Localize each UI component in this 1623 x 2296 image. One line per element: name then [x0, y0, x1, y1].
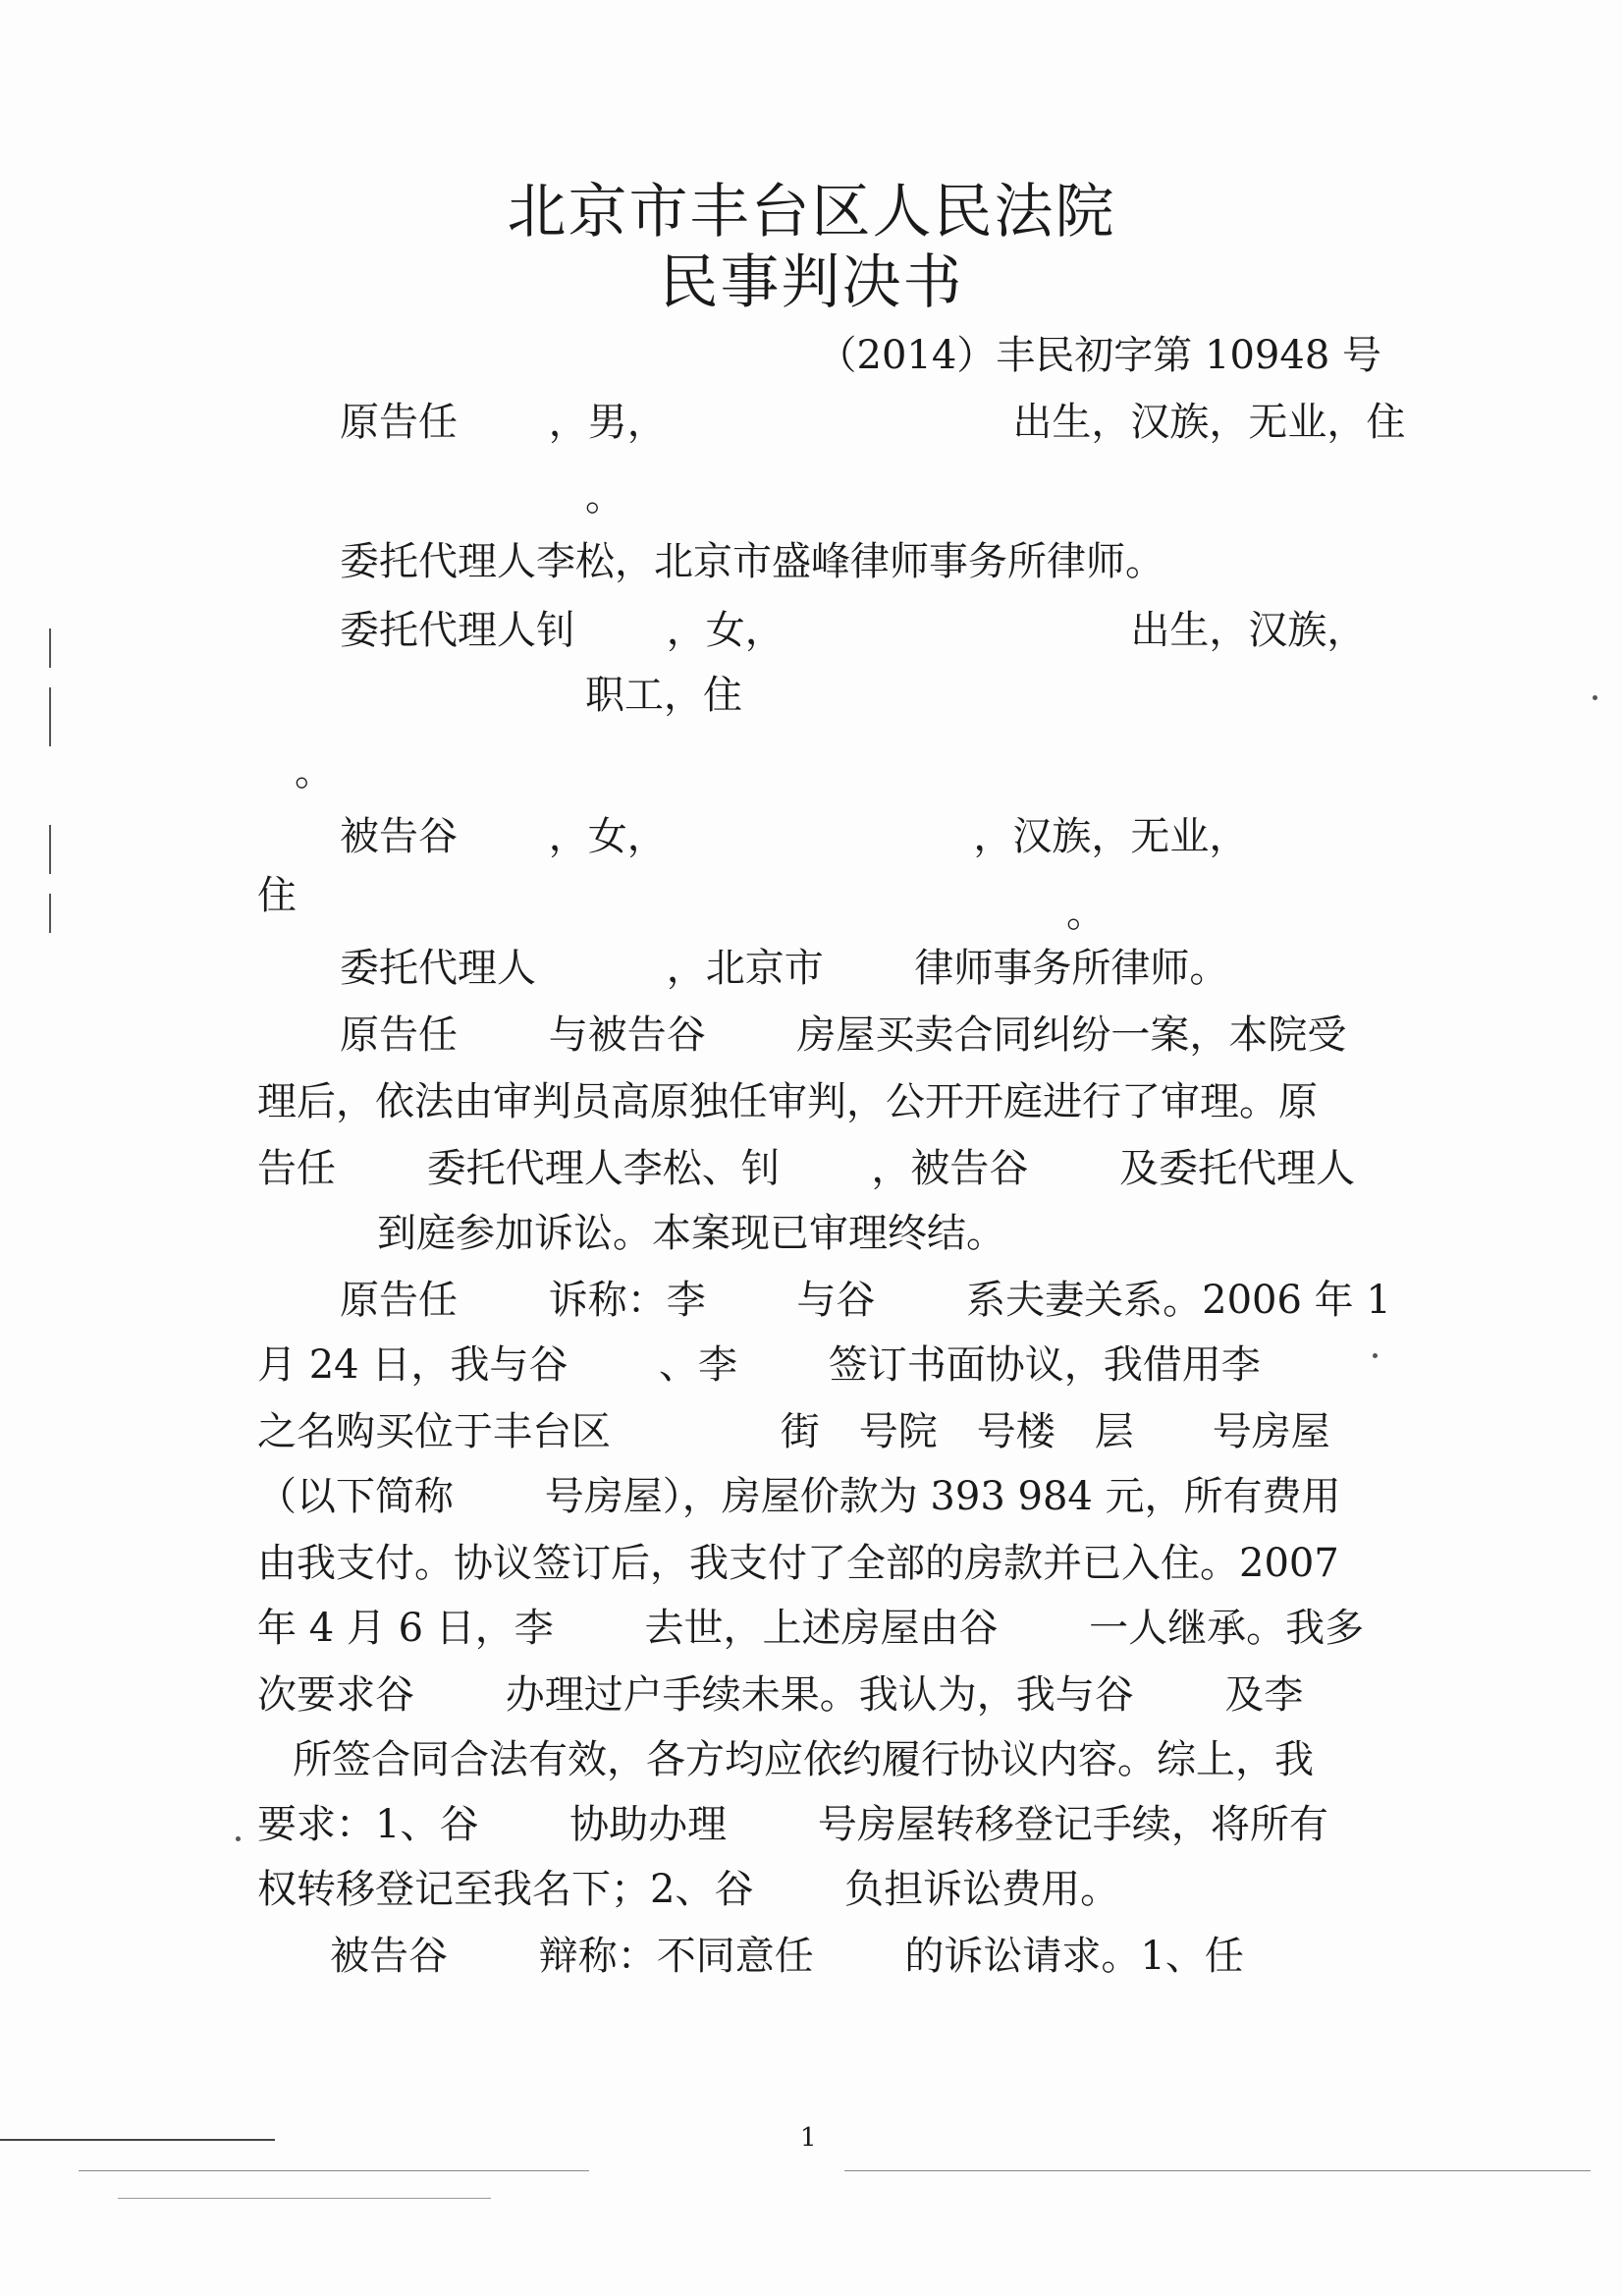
paragraph-plaintiff-claim: 所签合同合法有效，各方均应依约履行协议内容。综上，我	[293, 1737, 1314, 1782]
scan-margin-mark	[49, 894, 51, 933]
page-number: 1	[800, 2123, 817, 2153]
paragraph-plaintiff-claim: 权转移登记至我名下；2、谷 负担诉讼费用。	[257, 1867, 1120, 1912]
agent-zhao-address-end: 。	[295, 749, 334, 794]
defendant-address-start: 住	[257, 873, 297, 918]
case-number: （2014）丰民初字第 10948 号	[817, 333, 1381, 378]
defendant-agent-line: 委托代理人 ，北京市 律师事务所律师。	[340, 946, 1229, 991]
paragraph-case-intro: 理后，依法由审判员高原独任审判，公开开庭进行了审理。原	[257, 1079, 1318, 1124]
document-type-heading: 民事判决书	[659, 248, 964, 317]
scan-speck	[1593, 695, 1597, 700]
agent-zhao-line: 委托代理人钊 ，女， 出生，汉族，	[340, 608, 1367, 653]
scan-footer-rule	[79, 2170, 589, 2171]
scan-margin-mark	[49, 687, 51, 746]
paragraph-case-intro: 原告任 与被告谷 房屋买卖合同纠纷一案，本院受	[340, 1012, 1347, 1058]
agent-li-line: 委托代理人李松，北京市盛峰律师事务所律师。	[340, 539, 1164, 584]
scan-speck	[1373, 1353, 1378, 1358]
scan-speck	[236, 1836, 241, 1841]
paragraph-plaintiff-claim: 月 24 日，我与谷 、李 签订书面协议，我借用李	[257, 1342, 1261, 1388]
scan-footer-rule	[844, 2170, 1591, 2171]
paragraph-case-intro: 到庭参加诉讼。本案现已审理终结。	[377, 1211, 1005, 1256]
court-name-heading: 北京市丰台区人民法院	[507, 178, 1116, 246]
scan-margin-mark	[49, 629, 51, 668]
plaintiff-line: 原告任 ，男， 出生，汉族，无业，住	[340, 400, 1406, 445]
paragraph-case-intro: 告任 委托代理人李松、钊 ，被告谷 及委托代理人	[257, 1146, 1356, 1191]
paragraph-plaintiff-claim: （以下简称 号房屋），房屋价款为 393 984 元，所有费用	[257, 1474, 1341, 1519]
defendant-line: 被告谷 ，女， ，汉族，无业，	[340, 814, 1249, 859]
scan-footer-rule	[118, 2198, 491, 2199]
paragraph-defendant-reply: 被告谷 辩称：不同意任 的诉讼请求。1、任	[330, 1934, 1244, 1979]
paragraph-plaintiff-claim: 由我支付。协议签订后，我支付了全部的房款并已入住。2007	[257, 1541, 1339, 1586]
paragraph-plaintiff-claim: 年 4 月 6 日，李 去世，上述房屋由谷 一人继承。我多	[257, 1606, 1365, 1651]
paragraph-plaintiff-claim: 原告任 诉称：李 与谷 系夫妻关系。2006 年 1	[340, 1278, 1391, 1323]
defendant-address-end: 。	[1066, 891, 1106, 936]
paragraph-plaintiff-claim: 要求：1、谷 协助办理 号房屋转移登记手续，将所有	[257, 1802, 1328, 1847]
paragraph-plaintiff-claim: 之名购买位于丰台区 街 号院 号楼 层 号房屋	[257, 1409, 1330, 1454]
scan-footer-rule	[0, 2139, 275, 2141]
plaintiff-address-end: 。	[585, 474, 624, 519]
scan-margin-mark	[49, 825, 51, 874]
paragraph-plaintiff-claim: 次要求谷 办理过户手续未果。我认为，我与谷 及李	[257, 1672, 1304, 1718]
agent-zhao-occupation: 职工，住	[585, 673, 742, 718]
